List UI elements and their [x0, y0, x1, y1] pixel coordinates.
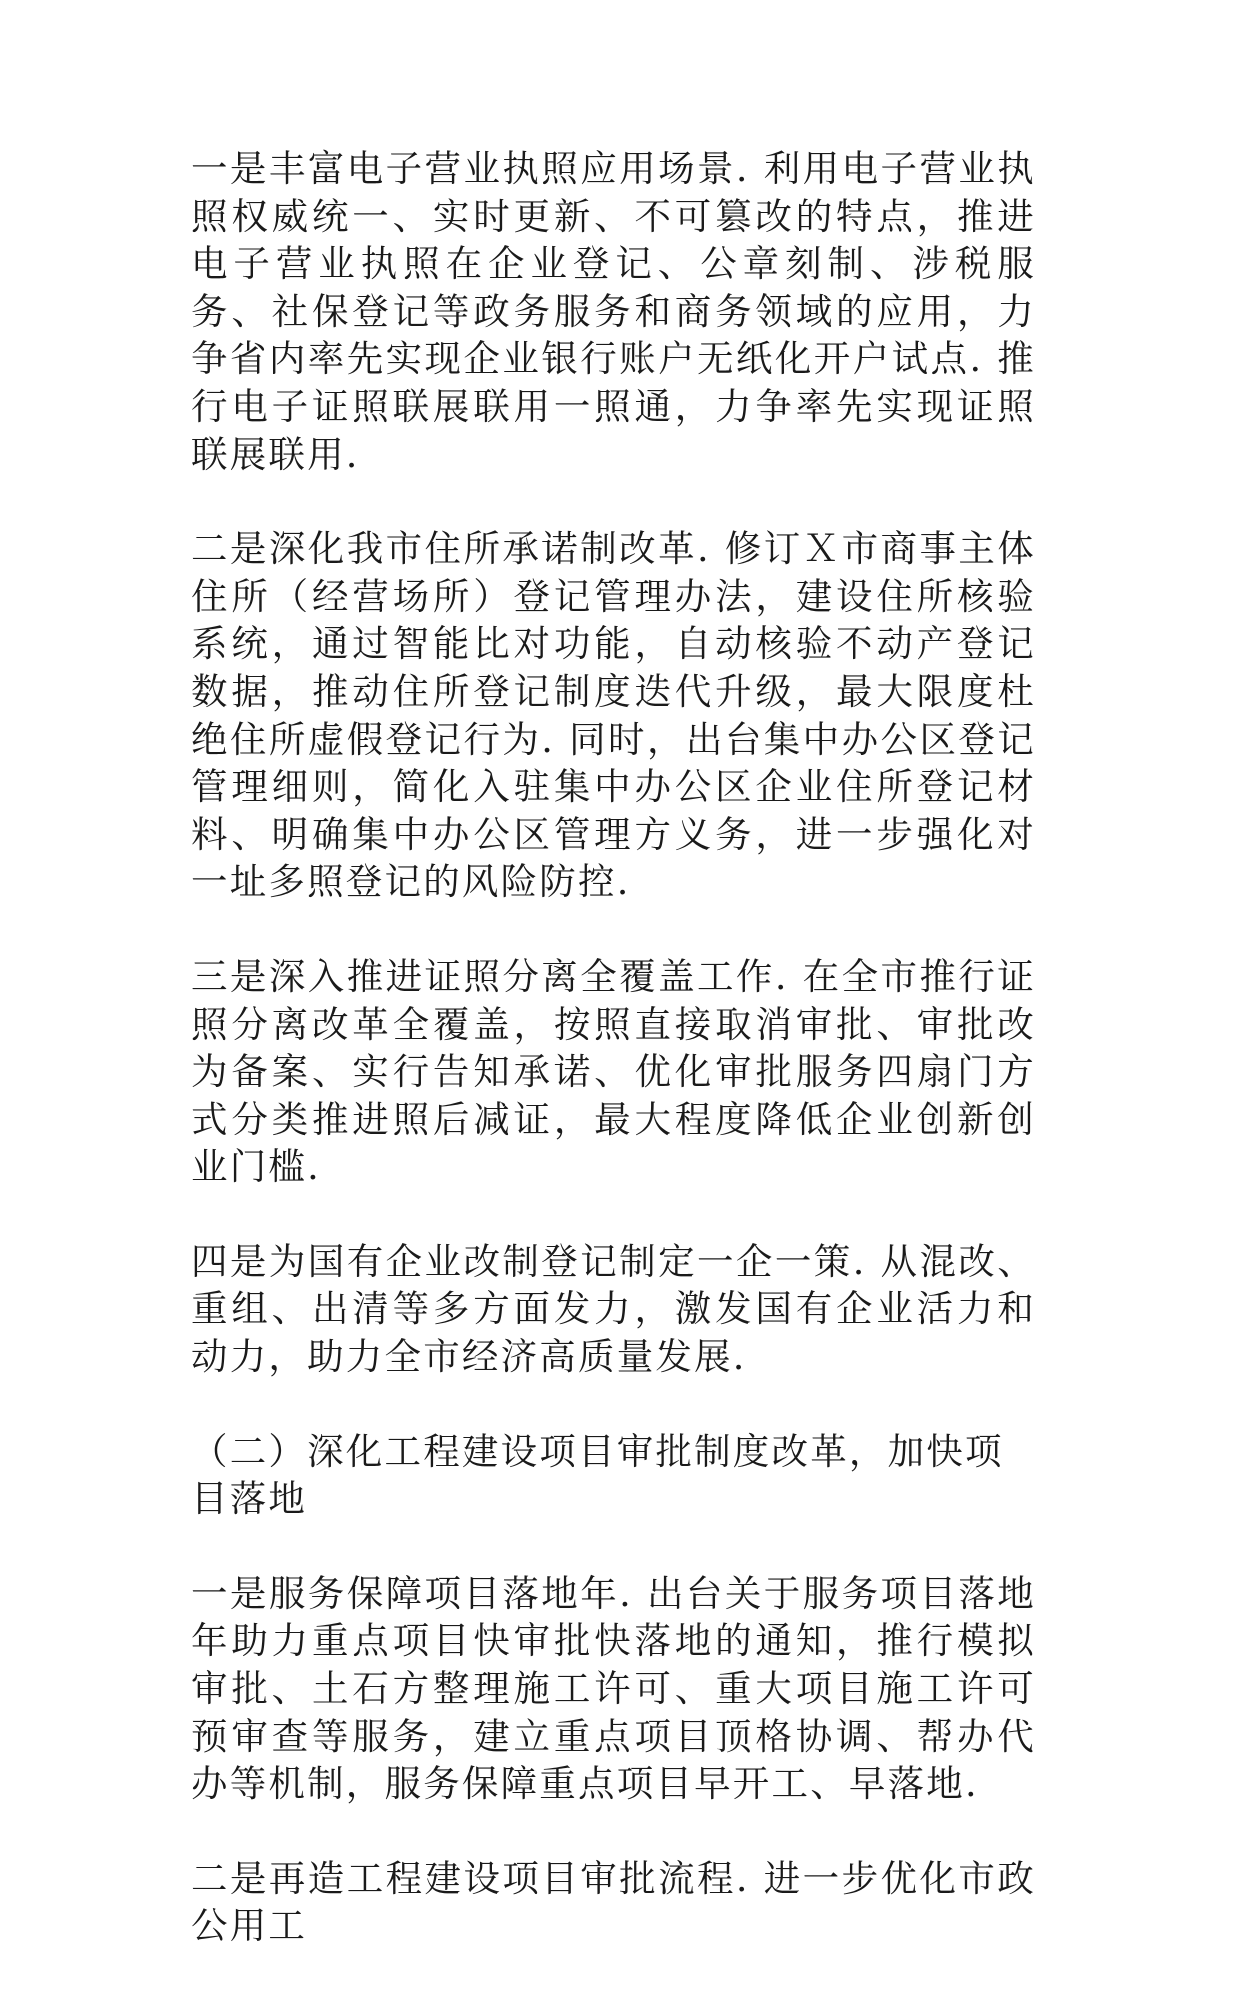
- paragraph-state-enterprise: 四是为国有企业改制登记制定一企一策. 从混改、重组、出清等多方面发力，激发国有企业活力和动力，助力全市经济高质量发展.: [191, 1239, 1036, 1379]
- paragraph-electronic-license: 一是丰富电子营业执照应用场景. 利用电子营业执照权威统一、实时更新、不可篡改的特点，推进电子营业执照在企业登记、公章刻制、涉税服务、社保登记等政务服务和商务领域的应用，力争省内率先实现企业银行账户无纸化开户试点. 推行电子证照联展联用一照通，力争率先实现证照联展联用.: [191, 147, 1036, 476]
- paragraph-residence-commitment: 二是深化我市住所承诺制改革. 修订Ｘ市商事主体住所（经营场所）登记管理办法，建设住所核验系统，通过智能比对功能，自动核验不动产登记数据，推动住所登记制度迭代升级，最大限度杜绝住所虚假登记行为. 同时，出台集中办公区登记管理细则，简化入驻集中办公区企业住所登记材料、明确集中办公区管理方义务，进一步强化对一址多照登记的风险防控.: [191, 527, 1036, 904]
- paragraph-license-separation: 三是深入推进证照分离全覆盖工作. 在全市推行证照分离改革全覆盖，按照直接取消审批、审批改为备案、实行告知承诺、优化审批服务四扇门方式分类推进照后减证，最大程度降低企业创新创业门槛.: [191, 954, 1036, 1189]
- paragraph-project-landing: 一是服务保障项目落地年. 出台关于服务项目落地年助力重点项目快审批快落地的通知，推行模拟审批、土石方整理施工许可、重大项目施工许可预审查等服务，建立重点项目顶格协调、帮办代办等机制，服务保障重点项目早开工、早落地.: [191, 1571, 1036, 1806]
- document-page: [191, 145, 1036, 1997]
- section-heading: （二）深化工程建设项目审批制度改革，加快项目落地: [191, 1429, 1004, 1521]
- paragraph-approval-process: 二是再造工程建设项目审批流程. 进一步优化市政公用工: [191, 1856, 1036, 1948]
